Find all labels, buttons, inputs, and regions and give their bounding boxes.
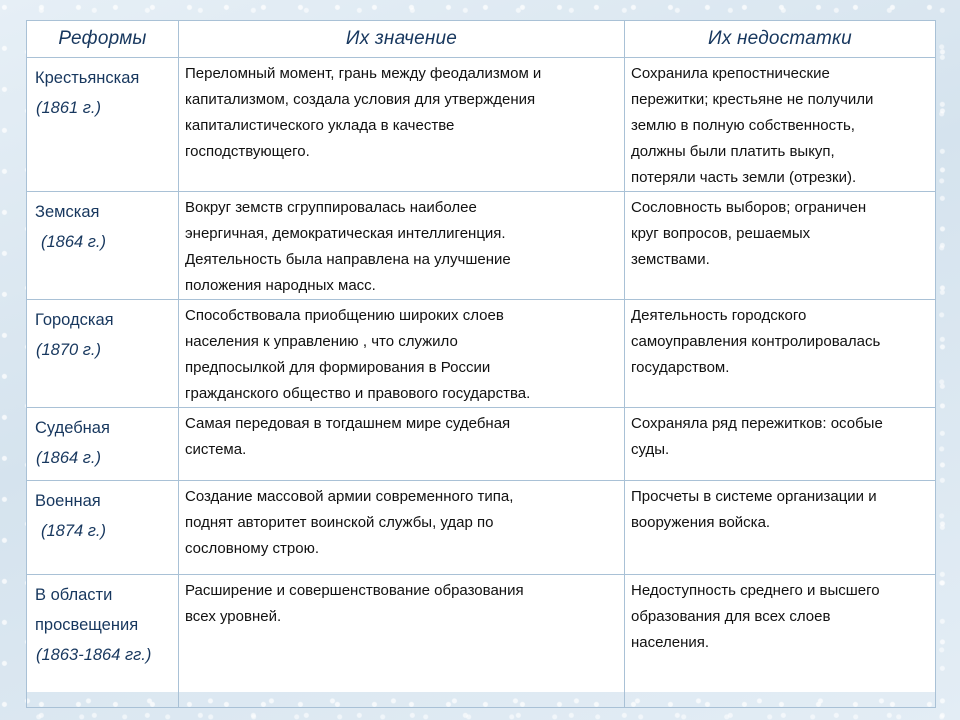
significance-cell: Самая передовая в тогдашнем мире судебная система. bbox=[179, 408, 625, 481]
shortcomings-cell: Сохранила крепостнические пережитки; крестьяне не получили землю в полную собственность, должны были платить выкуп, потеряли часть земли (отрезки). bbox=[625, 58, 936, 192]
reform-year: (1874 г.) bbox=[41, 522, 107, 540]
reform-cell bbox=[27, 300, 179, 408]
reform-year: (1870 г.) bbox=[36, 341, 102, 359]
header-shortcomings: Их недостатки bbox=[625, 21, 936, 58]
reform-name: Судебная bbox=[35, 419, 110, 437]
table-row bbox=[27, 58, 936, 192]
shortcomings-cell: Сословность выборов; ограничен круг вопросов, решаемых земствами. bbox=[625, 192, 936, 300]
reforms-table bbox=[26, 20, 936, 708]
reform-name: Земская bbox=[35, 203, 100, 221]
shortcomings-cell: Недоступность среднего и высшего образования для всех слоев населения. bbox=[625, 575, 936, 708]
reform-year: (1861 г.) bbox=[36, 99, 102, 117]
table-row bbox=[27, 408, 936, 481]
significance-cell: Способствовала приобщению широких слоев населения к управлению , что служило предпосылкой для формирования в России гражданского общество и правового государства. bbox=[179, 300, 625, 408]
reform-cell bbox=[27, 408, 179, 481]
reform-cell bbox=[27, 192, 179, 300]
header-row bbox=[27, 21, 936, 58]
shortcomings-cell: Сохраняла ряд пережитков: особые суды. bbox=[625, 408, 936, 481]
significance-cell: Переломный момент, грань между феодализмом и капитализмом, создала условия для утверждения капиталистического уклада в качестве господствующего. bbox=[179, 58, 625, 192]
table-row bbox=[27, 192, 936, 300]
reform-name: В области просвещения bbox=[35, 586, 139, 634]
table-row bbox=[27, 575, 936, 708]
shortcomings-cell: Просчеты в системе организации и вооружения войска. bbox=[625, 481, 936, 575]
reform-cell bbox=[27, 575, 179, 708]
reform-year: (1863-1864 гг.) bbox=[36, 646, 152, 664]
reforms-table-sheet bbox=[26, 20, 935, 692]
significance-cell: Вокруг земств сгруппировалась наиболее энергичная, демократическая интеллигенция. Деятельность была направлена на улучшение положения народных масс. bbox=[179, 192, 625, 300]
reform-year: (1864 г.) bbox=[41, 233, 107, 251]
table-row bbox=[27, 481, 936, 575]
reform-name: Крестьянская bbox=[35, 69, 140, 87]
header-reforms: Реформы bbox=[27, 21, 179, 58]
reform-cell bbox=[27, 481, 179, 575]
table-row bbox=[27, 300, 936, 408]
shortcomings-cell: Деятельность городского самоуправления контролировалась государством. bbox=[625, 300, 936, 408]
significance-cell: Расширение и совершенствование образования всех уровней. bbox=[179, 575, 625, 708]
significance-cell: Создание массовой армии современного типа, поднят авторитет воинской службы, удар по сословному строю. bbox=[179, 481, 625, 575]
reform-cell bbox=[27, 58, 179, 192]
reform-name: Городская bbox=[35, 311, 114, 329]
reform-year: (1864 г.) bbox=[36, 449, 102, 467]
reform-name: Военная bbox=[35, 492, 101, 510]
header-significance: Их значение bbox=[179, 21, 625, 58]
